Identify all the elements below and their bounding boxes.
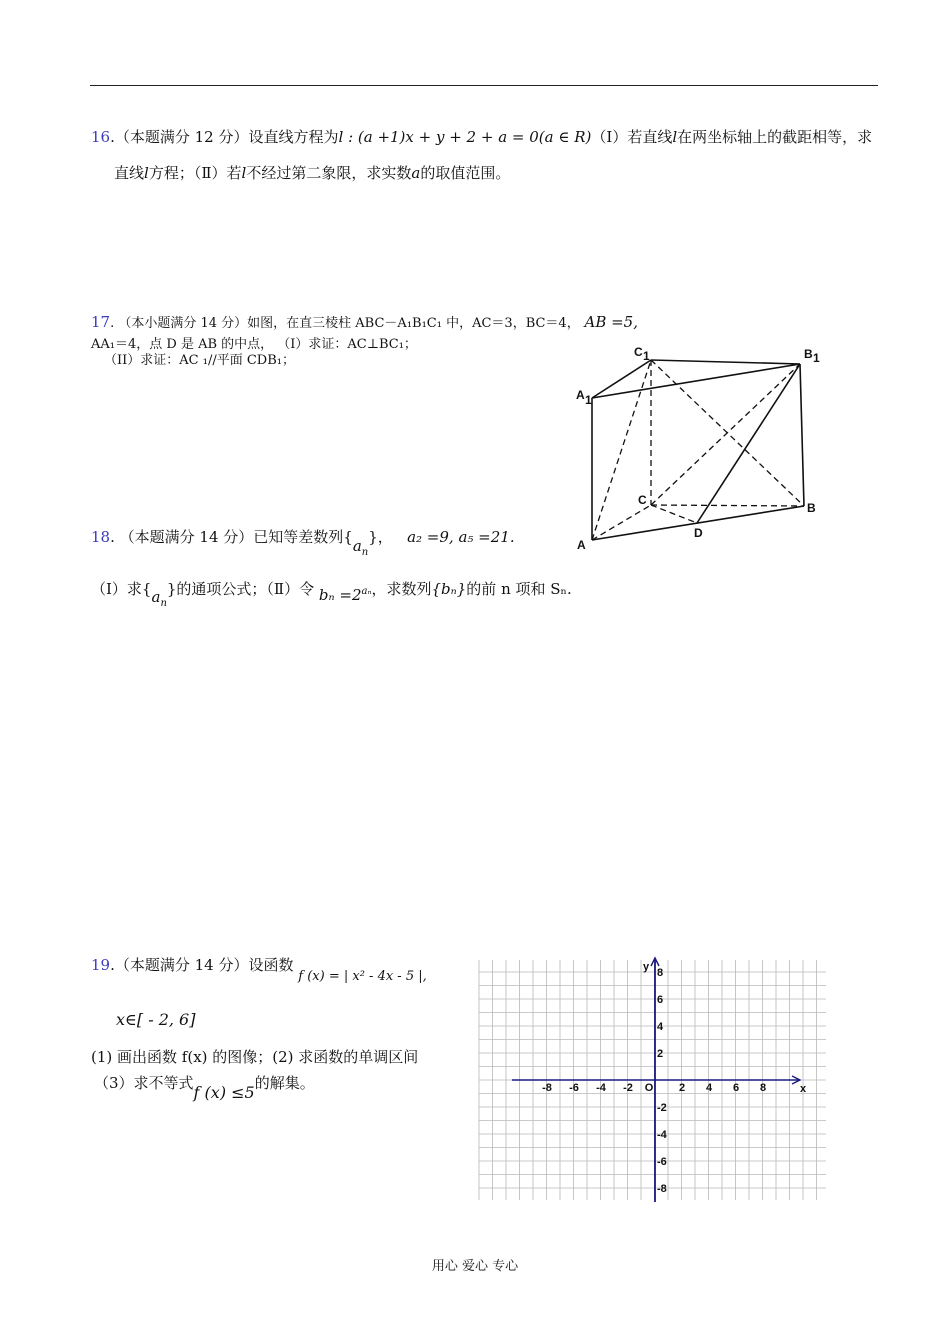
question-18-number: 18 [91,528,111,546]
label-C1-sub: 1 [643,349,650,363]
label-B1: B [804,347,813,361]
x-tick-label: -2 [623,1082,633,1094]
q18-text-d: }的通项公式；（Ⅱ）令 [166,580,315,598]
y-axis-label: y [643,961,650,973]
question-16-line2 [114,162,510,183]
question-16-line1 [91,126,872,147]
q19-text-c: 的解集。 [254,1074,315,1092]
footer-text: 用心 爱心 专心 [431,1259,519,1274]
q16-var-a: a [411,164,421,182]
q18-text-e: ，求数列 [371,580,432,598]
x-tick-label: 6 [732,1082,740,1094]
x-tick-label: 4 [705,1082,713,1094]
question-18-line2 [91,578,572,609]
x-tick-label: -6 [569,1082,579,1094]
y-tick-label: 4 [657,1021,664,1033]
x-tick-label: -8 [542,1082,552,1094]
label-D: D [694,526,703,540]
x-axis-label: x [800,1083,807,1095]
q18-given-values: a₂ =9, a₅ =21. [407,528,515,546]
q19-inequality: f (x) ≤5 [193,1083,255,1102]
question-17-number: 17 [91,313,111,331]
q16-text-g: 的取值范围。 [420,164,511,182]
q16-var-l2: l [144,164,149,182]
y-tick-label: -4 [657,1129,667,1141]
q18-text-b: }， [368,528,393,546]
question-18-line1 [91,526,515,558]
x-tick-label: 8 [759,1082,767,1094]
label-A1-sub: 1 [585,393,592,407]
question-17-line2: AA₁＝4，点 D 是 AB 的中点， （I）求证：AC⊥BC₁； [91,337,417,352]
question-19-line4 [94,1072,315,1102]
q18-seq-bn: {bₙ} [431,580,467,598]
q19-text-b: （3）求不等式 [94,1074,194,1092]
x-tick-label: -4 [596,1082,606,1094]
y-axis-arrow [651,958,659,966]
q16-var-l3: l [241,164,247,182]
label-B1-sub: 1 [813,351,820,365]
q18-bn-def: $b_n =2^{a_n}$ [318,586,372,604]
label-A1: A [576,388,585,402]
q17-ab-value: AB =5, [584,313,638,331]
q18-an: $a_n$ [352,537,369,558]
question-19-number: 19 [91,956,111,974]
label-B: B [807,501,816,515]
q19-function: f (x) = | x² - 4x - 5 |, [298,969,427,984]
q19-text-a: .（本题满分 14 分）设函数 [110,956,294,974]
label-C1: C [634,345,643,359]
q16-var-l: l [672,128,678,146]
x-tick-label: 2 [678,1082,686,1094]
origin-label: O [644,1082,654,1094]
q16-text-f: 不经过第二象限，求实数 [246,164,412,182]
q16-text-d: 直线 [114,164,145,182]
q18-text-f: 的前 n 项和 Sₙ. [466,580,572,598]
q17-text-a: . （本小题满分 14 分）如图，在直三棱柱 ABC－A₁B₁C₁ 中，AC＝3，BC＝4， [110,316,580,331]
question-19-domain: x∈[ - 2, 6] [116,1010,196,1029]
y-tick-label: -8 [657,1183,667,1195]
question-17-line3: （II）求证：AC ₁//平面 CDB₁； [104,353,295,368]
question-17-line1 [91,312,638,331]
q18-text-c: （Ⅰ）求{ [91,580,152,598]
x-axis-arrow [792,1076,800,1084]
label-A: A [577,538,586,552]
q16-text-b: （Ⅰ）若直线 [591,128,673,146]
question-19-line3: (1) 画出函数 f(x) 的图像；(2) 求函数的单调区间 [91,1048,419,1066]
q16-text-e: 方程；（Ⅱ）若 [148,164,242,182]
label-C: C [638,493,647,507]
q16-text-a: .（本题满分 12 分）设直线方程为 [110,128,339,146]
q16-equation: l : (a +1)x + y + 2 + a = 0(a ∈ R) [338,128,592,146]
y-tick-label: 8 [657,967,664,979]
q18-text-a: . （本题满分 14 分）已知等差数列{ [110,528,353,546]
y-tick-label: 2 [657,1048,664,1060]
q16-text-c: 在两坐标轴上的截距相等，求 [677,128,873,146]
y-tick-label: 6 [657,994,664,1006]
q18-an-2: $a_n$ [151,588,167,609]
question-16-number: 16 [91,128,111,146]
question-19-line1 [91,954,427,984]
header-rule [90,85,878,86]
y-tick-label: -6 [657,1156,667,1168]
y-tick-label: -2 [657,1102,667,1114]
